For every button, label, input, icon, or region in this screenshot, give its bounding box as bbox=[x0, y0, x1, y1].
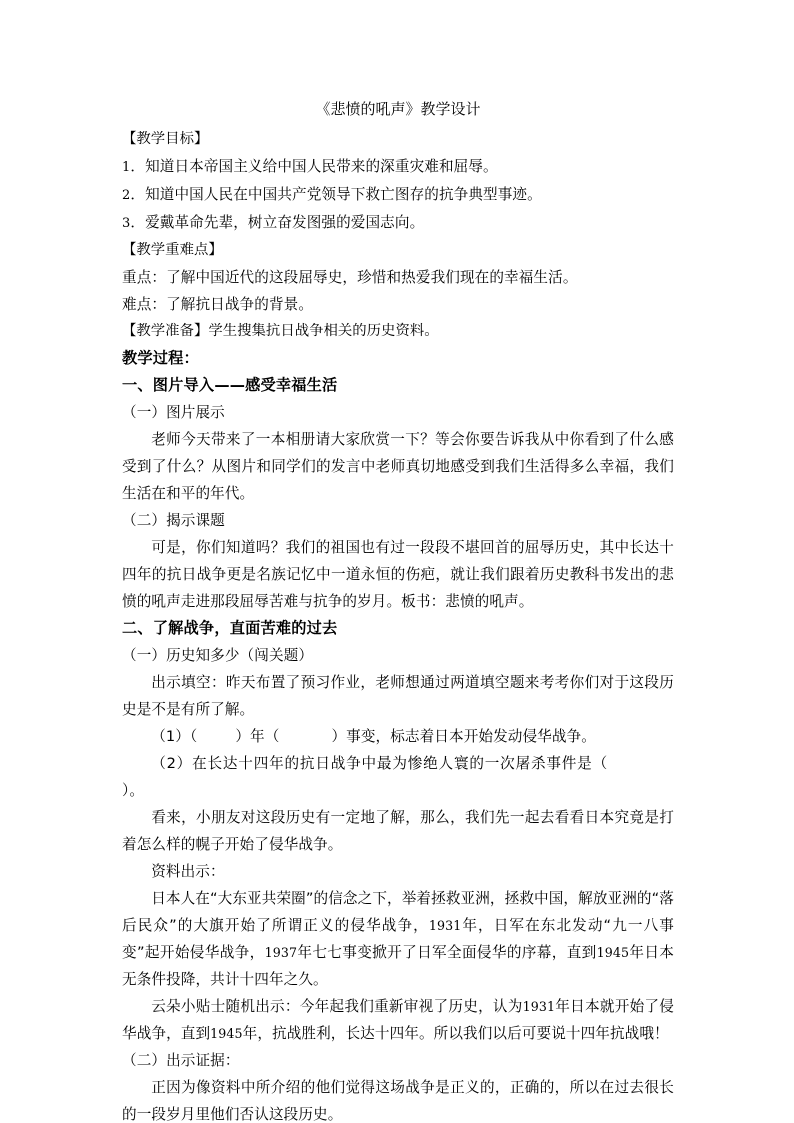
tip-text-c: 年，抗战胜利，长达十四年。所以我们以后可要说十四年抗战哦！ bbox=[242, 1025, 669, 1042]
tip-year-1945: 1945 bbox=[210, 1026, 243, 1041]
objective-item-3-text: 爱戴革命先辈，树立奋发图强的爱国志向。 bbox=[145, 214, 425, 231]
objective-item-1-number: 1 bbox=[122, 160, 131, 175]
fill-in-question-2 bbox=[122, 750, 674, 804]
objective-item-1-dot: ． bbox=[130, 158, 146, 175]
preparation-label: 【教学准备】 bbox=[122, 323, 209, 339]
objective-item-1-text: 知道日本帝国主义给中国人民带来的深重灾难和屈辱。 bbox=[145, 158, 498, 175]
paragraph-reveal-topic: 可是，你们知道吗？我们的祖国也有过一段段不堪回首的屈辱历史，其中长达十四年的抗日战争更是名族记忆中一道永恒的伤疤，就让我们跟着历史教科书发出的悲愤的吼声走进那段屈辱苦难与抗争的岁月。板书：悲愤的吼声。 bbox=[122, 539, 674, 610]
paragraph-cloud-tip bbox=[122, 993, 674, 1047]
fill-in-question-1-prefix: （1）（ bbox=[151, 728, 198, 745]
tip-text-b: 年日本就开始了侵华战争，直到 bbox=[122, 998, 674, 1042]
material-text-b: 年，日军在东北发动“九一八事变”起开始侵华战争， bbox=[122, 917, 674, 961]
paragraph-fill-intro: 出示填空：昨天布置了预习作业，老师想通过两道填空题来考考你们对于这段历史是不是有所了解。 bbox=[122, 674, 674, 718]
material-text-a: 日本人在“大东亚共荣圈”的信念之下，举着拯救亚洲，拯救中国，解放亚洲的“落后民众”的大旗开始了所谓正义的侵华战争， bbox=[122, 890, 674, 934]
keypoint-difficulty: 难点：了解抗日战争的背景。 bbox=[122, 296, 314, 313]
material-year-1931: 1931 bbox=[428, 918, 462, 933]
material-label: 资料出示： bbox=[151, 863, 225, 880]
objective-item-3 bbox=[122, 209, 674, 237]
keypoint-main: 重点：了解中国近代的这段屈辱史，珍惜和热爱我们现在的幸福生活。 bbox=[122, 269, 578, 286]
tip-text-a: 云朵小贴士随机出示：今年起我们重新审视了历史，认为 bbox=[151, 998, 523, 1015]
fill-in-question-2-prefix: （2）在长达十四年的抗日战争中最为惨绝人寰的一次屠杀事件是（ bbox=[151, 755, 608, 772]
paragraph-evidence-body: 正因为像资料中所介绍的他们觉得这场战争是正义的，正确的，所以在过去很长的一段岁月里他们否认这段历史。 bbox=[122, 1079, 674, 1123]
material-text-c: 年七七事变掀开了日军全面侵华的序幕，直到 bbox=[297, 944, 597, 961]
objective-item-3-number: 3 bbox=[122, 216, 131, 231]
section-heading-keypoints: 【教学重难点】 bbox=[122, 242, 223, 258]
material-year-1945: 1945 bbox=[596, 945, 630, 960]
section-heading-part-one: 一、图片导入——感受幸福生活 bbox=[122, 376, 338, 394]
subsection-part-one-b: （二）揭示课题 bbox=[122, 512, 225, 529]
fill-in-question-1-mid: ）年（ bbox=[235, 728, 280, 745]
section-heading-part-two: 二、了解战争，直面苦难的过去 bbox=[122, 619, 338, 637]
fill-in-question-2-suffix: ）。 bbox=[122, 782, 145, 799]
paragraph-after-fill: 看来，小朋友对这段历史有一定地了解，那么，我们先一起去看看日本究竟是打着怎么样的幌子开始了侵华战争。 bbox=[122, 809, 674, 853]
section-heading-process: 教学过程： bbox=[122, 349, 199, 367]
subsection-part-two-a: （一）历史知多少（闯关题） bbox=[122, 647, 314, 664]
objective-item-2 bbox=[122, 181, 674, 209]
objective-item-1 bbox=[122, 153, 674, 181]
paragraph-photo-display: 老师今天带来了一本相册请大家欣赏一下？等会你要告诉我从中你看到了什么感受到了什么？从图片和同学们的发言中老师真切地感受到我们生活得多么幸福，我们生活在和平的年代。 bbox=[122, 431, 674, 502]
material-year-1937: 1937 bbox=[264, 945, 298, 960]
section-heading-preparation bbox=[122, 318, 674, 345]
preparation-text: 学生搜集抗日战争相关的历史资料。 bbox=[208, 323, 439, 339]
subsection-part-two-b: （二）出示证据： bbox=[122, 1052, 240, 1069]
page-title: 《悲愤的吼声》教学设计 bbox=[315, 100, 481, 118]
objective-item-2-text: 知道中国人民在中国共产党领导下救亡图存的抗争典型事迹。 bbox=[145, 186, 542, 203]
objective-item-2-number: 2 bbox=[122, 188, 131, 203]
section-heading-objectives: 【教学目标】 bbox=[122, 131, 209, 147]
paragraph-material-body bbox=[122, 885, 674, 993]
material-text-d: 年日本无条件投降，共计十四年之久。 bbox=[122, 944, 674, 988]
subsection-part-one-a: （一）图片展示 bbox=[122, 404, 225, 421]
objective-item-3-dot: ． bbox=[130, 214, 146, 231]
tip-year-1931: 1931 bbox=[522, 999, 556, 1014]
fill-in-question-1-suffix: ）事变，标志着日本开始发动侵华战争。 bbox=[331, 728, 596, 745]
fill-in-question-1 bbox=[122, 723, 674, 750]
document-body bbox=[122, 96, 674, 1123]
objective-item-2-dot: ． bbox=[130, 186, 146, 203]
